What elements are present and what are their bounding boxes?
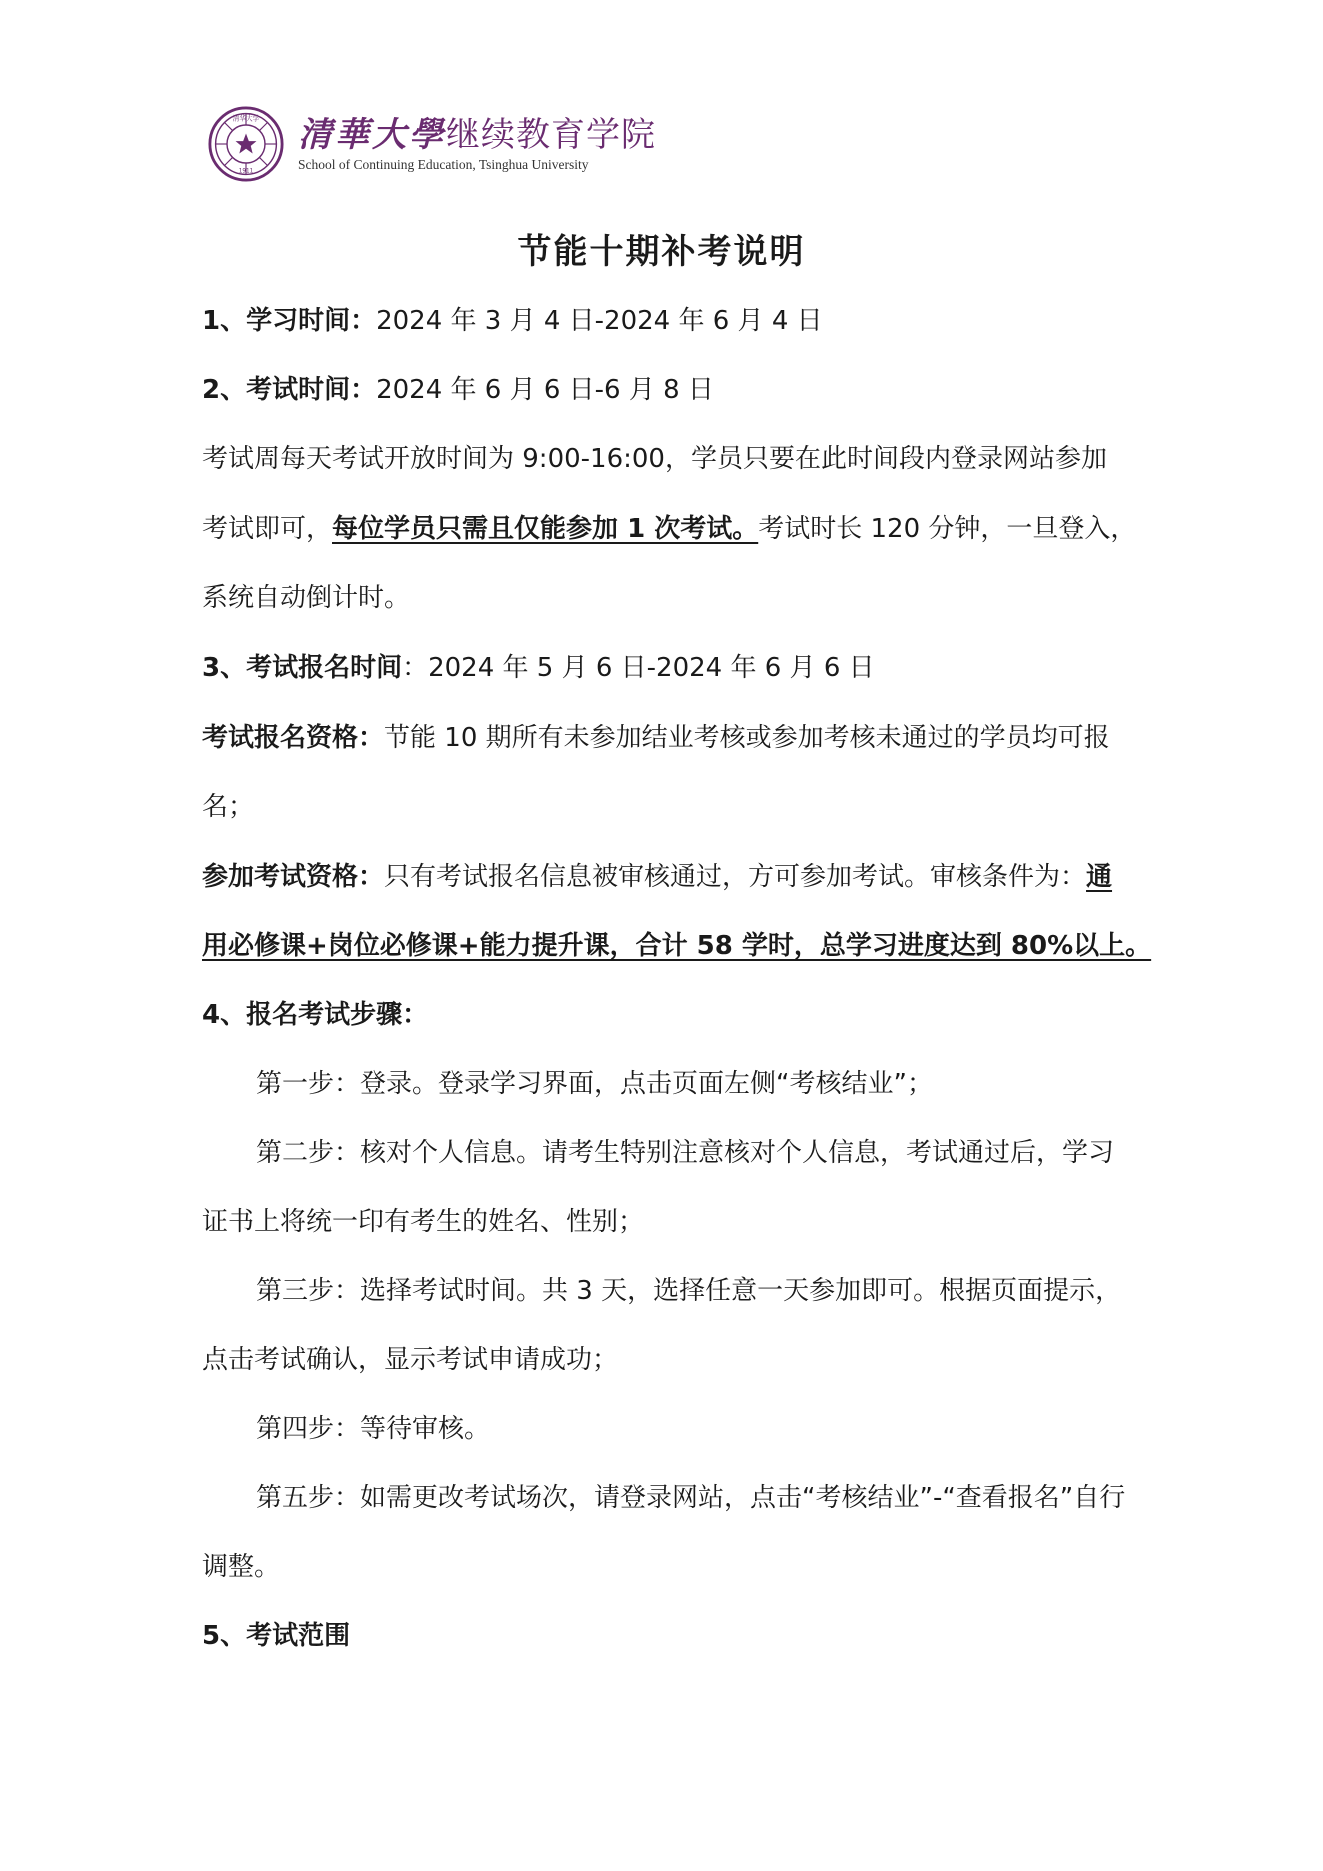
attend-condition-line: 用必修课+岗位必修课+能力提升课，合计 58 学时，总学习进度达到 80%以上。 [202, 931, 1152, 961]
exam-note-emphasis: 每位学员只需且仅能参加 1 次考试。 [332, 514, 759, 544]
exam-note-line-3: 系统自动倒计时。 [202, 583, 411, 613]
signup-time-value: ：2024 年 5 月 6 日-2024 年 6 月 6 日 [402, 653, 875, 683]
seal-year: 1911 [238, 168, 254, 175]
brand-calligraphy: 清華大學 [298, 115, 446, 155]
brand-chinese [298, 115, 656, 155]
eligibility-label: 考试报名资格： [202, 723, 385, 753]
exam-note-line-1: 考试周每天考试开放时间为 9:00-16:00，学员只要在此时间段内登录网站参加 [202, 444, 1107, 474]
step-2-line-2: 证书上将统一印有考生的姓名、性别； [202, 1207, 645, 1237]
step-5-line-2: 调整。 [202, 1552, 281, 1582]
attend-line-1 [202, 857, 1112, 897]
brand-suffix: 继续教育学院 [446, 115, 656, 155]
steps-heading: 4、报名考试步骤： [202, 1000, 429, 1030]
seal-text: 清华大学 [232, 114, 260, 123]
tsinghua-seal-icon [208, 106, 284, 182]
exam-time-value: 2024 年 6 月 6 日-6 月 8 日 [376, 375, 714, 405]
study-time-value: 2024 年 3 月 4 日-2024 年 6 月 4 日 [376, 306, 823, 336]
step-3-line-1: 第三步：选择考试时间。共 3 天，选择任意一天参加即可。根据页面提示， [256, 1276, 1122, 1306]
signup-time-line [202, 648, 875, 688]
eligibility-value: 节能 10 期所有未参加结业考核或参加考核未通过的学员均可报 [384, 723, 1110, 753]
step-5-line-1: 第五步：如需更改考试场次，请登录网站，点击“考核结业”-“查看报名”自行 [256, 1483, 1126, 1513]
signup-time-label: 3、考试报名时间 [202, 653, 403, 683]
step-2-line-1: 第二步：核对个人信息。请考生特别注意核对个人信息，考试通过后，学习 [256, 1138, 1115, 1168]
exam-note-line-2 [202, 509, 1136, 549]
brand-text [298, 115, 656, 173]
study-time-label: 1、学习时间： [202, 306, 377, 336]
attend-label: 参加考试资格： [202, 862, 385, 892]
eligibility-line-1 [202, 718, 1110, 758]
exam-time-line [202, 370, 714, 410]
step-3-line-2: 点击考试确认，显示考试申请成功； [202, 1345, 619, 1375]
header-logo [208, 104, 656, 184]
page-title: 节能十期补考说明 [517, 232, 806, 272]
step-4: 第四步：等待审核。 [256, 1414, 491, 1444]
exam-note-2a: 考试即可， [202, 514, 333, 544]
attend-condition-start: 通 [1086, 862, 1113, 892]
brand-english: School of Continuing Education, Tsinghua University [298, 157, 589, 172]
exam-note-2c: 考试时长 120 分钟，一旦登入， [758, 514, 1137, 544]
study-time-line [202, 301, 823, 341]
step-1: 第一步：登录。登录学习界面，点击页面左侧“考核结业”； [256, 1069, 933, 1099]
attend-value: 只有考试报名信息被审核通过，方可参加考试。审核条件为： [384, 862, 1087, 892]
scope-heading: 5、考试范围 [202, 1621, 351, 1651]
eligibility-line-2: 名； [202, 792, 255, 822]
exam-time-label: 2、考试时间： [202, 375, 377, 405]
